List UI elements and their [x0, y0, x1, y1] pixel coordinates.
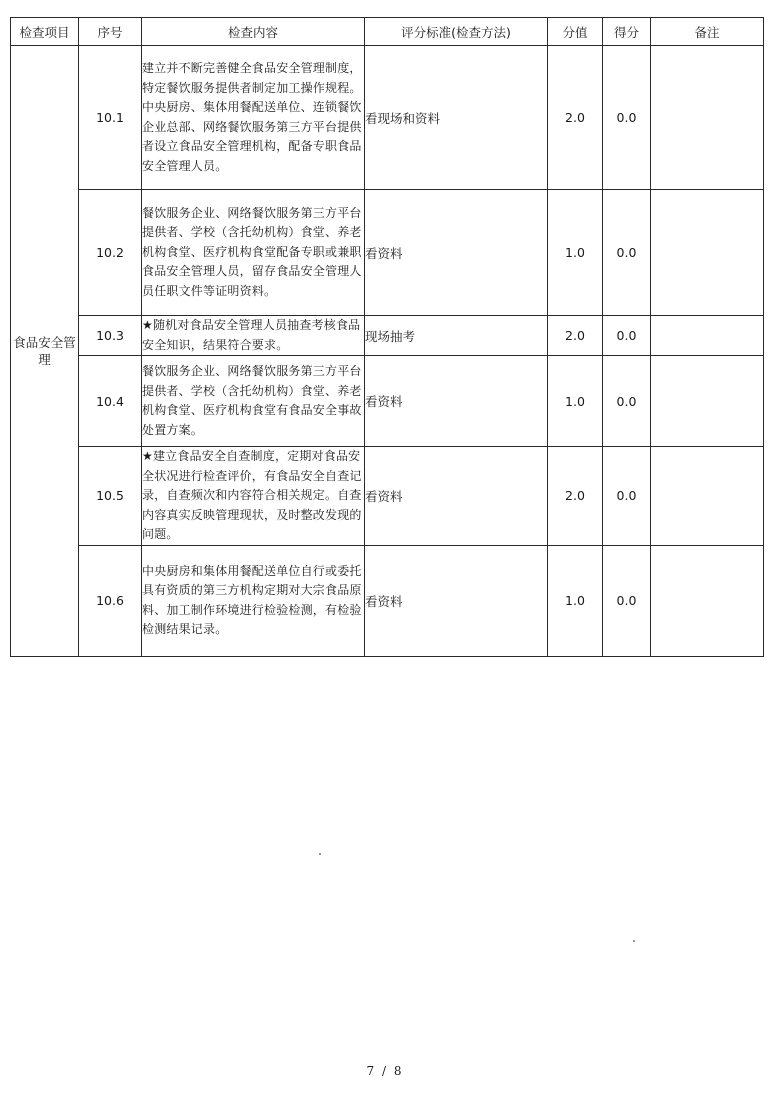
- row-note: [651, 447, 764, 546]
- row-number: 10.4: [79, 356, 142, 447]
- table-header-row: [11, 18, 764, 46]
- row-got: 0.0: [603, 316, 651, 356]
- table-row: [11, 447, 764, 546]
- row-method: 看资料: [365, 545, 548, 656]
- header-score: 分值: [548, 18, 603, 46]
- row-got: 0.0: [603, 447, 651, 546]
- row-got: 0.0: [603, 545, 651, 656]
- row-content: 建立并不断完善健全食品安全管理制度，特定餐饮服务提供者制定加工操作规程。中央厨房、集体用餐配送单位、连锁餐饮企业总部、网络餐饮服务第三方平台提供者设立食品安全管理机构，配备专职食品安全管理人员。: [142, 46, 365, 190]
- row-got: 0.0: [603, 190, 651, 316]
- row-content: ★建立食品安全自查制度，定期对食品安全状况进行检查评价，有食品安全自查记录，自查频次和内容符合相关规定。自查内容真实反映管理现状，及时整改发现的问题。: [142, 447, 365, 546]
- table-row: [11, 190, 764, 316]
- row-note: [651, 545, 764, 656]
- row-number: 10.2: [79, 190, 142, 316]
- row-note: [651, 46, 764, 190]
- row-number: 10.1: [79, 46, 142, 190]
- row-score: 2.0: [548, 46, 603, 190]
- header-note: 备注: [651, 18, 764, 46]
- scan-speck: [319, 853, 321, 855]
- row-note: [651, 356, 764, 447]
- scan-speck: [633, 940, 635, 942]
- row-content: 餐饮服务企业、网络餐饮服务第三方平台提供者、学校（含托幼机构）食堂、养老机构食堂、医疗机构食堂配备专职或兼职食品安全管理人员，留存食品安全管理人员任职文件等证明资料。: [142, 190, 365, 316]
- page-number: 7 / 8: [366, 1064, 404, 1078]
- row-score: 2.0: [548, 316, 603, 356]
- header-no: 序号: [79, 18, 142, 46]
- row-content: ★随机对食品安全管理人员抽查考核食品安全知识，结果符合要求。: [142, 316, 365, 356]
- row-note: [651, 316, 764, 356]
- table-row: [11, 316, 764, 356]
- row-method: 看资料: [365, 447, 548, 546]
- row-score: 2.0: [548, 447, 603, 546]
- inspection-table: [10, 17, 764, 657]
- row-method: 看资料: [365, 190, 548, 316]
- row-number: 10.5: [79, 447, 142, 546]
- table-row: [11, 356, 764, 447]
- row-method: 看资料: [365, 356, 548, 447]
- row-got: 0.0: [603, 46, 651, 190]
- row-method: 现场抽考: [365, 316, 548, 356]
- table-row: [11, 545, 764, 656]
- category-cell: 食品安全管理: [11, 46, 79, 657]
- row-number: 10.3: [79, 316, 142, 356]
- row-method: 看现场和资料: [365, 46, 548, 190]
- row-score: 1.0: [548, 545, 603, 656]
- row-content: 中央厨房和集体用餐配送单位自行或委托具有资质的第三方机构定期对大宗食品原料、加工制作环境进行检验检测，有检验检测结果记录。: [142, 545, 365, 656]
- row-score: 1.0: [548, 356, 603, 447]
- row-note: [651, 190, 764, 316]
- row-score: 1.0: [548, 190, 603, 316]
- row-got: 0.0: [603, 356, 651, 447]
- header-method: 评分标准(检查方法): [365, 18, 548, 46]
- header-content: 检查内容: [142, 18, 365, 46]
- table-row: [11, 46, 764, 190]
- header-item: 检查项目: [11, 18, 79, 46]
- row-content: 餐饮服务企业、网络餐饮服务第三方平台提供者、学校（含托幼机构）食堂、养老机构食堂、医疗机构食堂有食品安全事故处置方案。: [142, 356, 365, 447]
- row-number: 10.6: [79, 545, 142, 656]
- header-got: 得分: [603, 18, 651, 46]
